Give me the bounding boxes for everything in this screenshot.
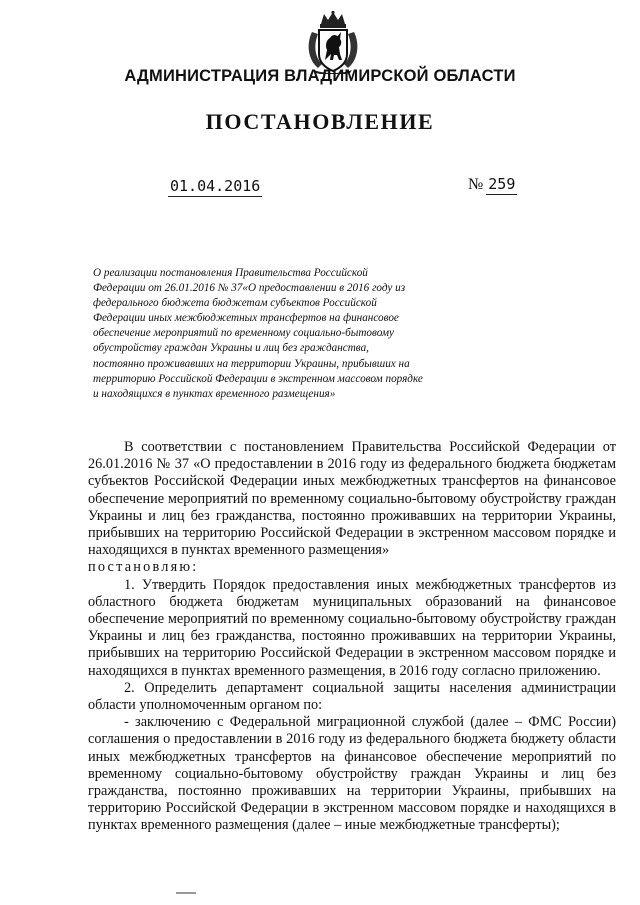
- vladimir-coat-of-arms-icon: [304, 10, 362, 74]
- document-body: [88, 439, 616, 835]
- decide-word: постановляю:: [88, 559, 199, 576]
- number-value: 259: [488, 175, 516, 193]
- item-2-paragraph: 2. Определить департамент социальной защиты населения администрации области уполномоченным органом по:: [88, 679, 616, 714]
- document-date: 01.04.2016: [170, 177, 261, 195]
- page-continuation-mark: [176, 892, 196, 894]
- number-label: №: [468, 176, 484, 193]
- preamble-paragraph: В соответствии с постановлением Правительства Российской Федерации от 26.01.2016 № 37 «О предоставлении в 2016 году из федерального бюджета бюджетам субъектов Российской Федерации иных межбюджетных трансфертов на финансовое обеспечение мероприятий по временному социально-бытовому обустройству граждан Украины и лиц без гражданства, постоянно проживавших на территории Украины, прибывших на территорию Российской Федерации в экстренном массовом порядке и находящихся в пунктах временного размещения»: [88, 439, 616, 559]
- document-subject: О реализации постановления Правительства Российской Федерации от 26.01.2016 № 37«О предоставлении в 2016 году из федерального бюджета бюджетам субъектов Российской Федерации иных межбюджетных трансфертов на финансовое обеспечение мероприятий по временному социально-бытовому обустройству граждан Украины и лиц без гражданства, постоянно проживавших на территории Украины, прибывших на территорию Российской Федерации в экстренном массовом порядке и находящихся в пунктах временного размещения»: [93, 267, 423, 400]
- document-number: [468, 175, 517, 194]
- document-type-title: ПОСТАНОВЛЕНИЕ: [205, 109, 435, 134]
- decide-line: [88, 559, 616, 576]
- item-2-sub-1-paragraph: - заключению с Федеральной миграционной службой (далее – ФМС России) соглашения о предоставлении в 2016 году из федерального бюджета бюджету области иных межбюджетных трансфертов на финансовое обеспечение мероприятий по временному социально-бытовому обустройству граждан Украины и лиц без гражданства, постоянно проживавших на территории Украины, прибывших на территорию Российской Федерации в экстренном массовом порядке и находящихся в пунктах временного размещения (далее – иные межбюджетные трансферты);: [88, 714, 616, 834]
- organization-title: АДМИНИСТРАЦИЯ ВЛАДИМИРСКОЙ ОБЛАСТИ: [124, 67, 516, 85]
- item-1-paragraph: 1. Утвердить Порядок предоставления иных межбюджетных трансфертов из областного бюджета бюджетам муниципальных образований на финансовое обеспечение мероприятий по временному социально-бытовому обустройству граждан Украины и лиц без гражданства, постоянно проживавших на территории Украины, прибывших на территорию Российской Федерации в экстренном массовом порядке и находящихся в пунктах временного размещения, в 2016 году согласно приложению.: [88, 576, 616, 679]
